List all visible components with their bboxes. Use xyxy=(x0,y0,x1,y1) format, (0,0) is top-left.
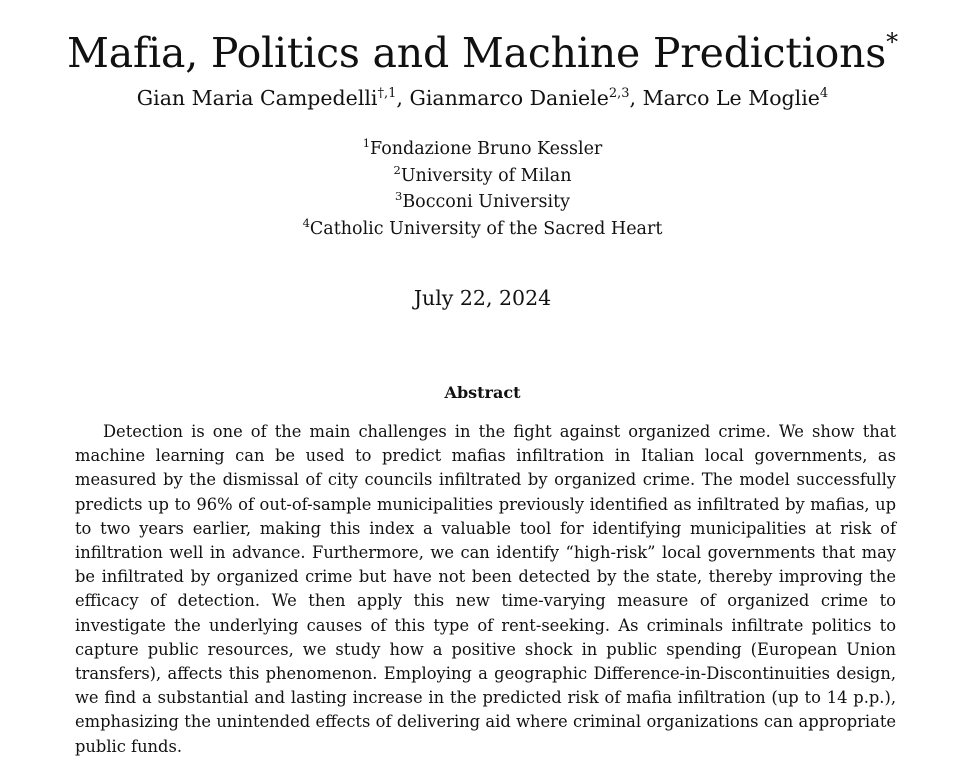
affiliation-mark: 3 xyxy=(394,189,403,203)
affiliation-mark: 2 xyxy=(393,162,401,177)
publication-date: July 22, 2024 xyxy=(413,286,552,310)
affiliation-name: Bocconi University xyxy=(402,192,570,212)
author-name: Marco Le Moglie xyxy=(642,86,820,110)
abstract-paragraph: Detection is one of the main challenges in the fight against organized crime. We show that machine learning can be used to predict mafias infiltration in Italian local governments, as measured by the dismissal of city councils infiltrated by organized crime. The model successfully predicts up to 96% of out-of-sample municipalities previously identified as infiltrated by mafias, up to two years earlier, making this index a valuable tool for identifying municipalities at risk of infiltration well in advance. Furthermore, we can identify “high-risk” local governments that may be infiltrated by organized crime but have not been detected by the state, thereby improving the efficacy of detection. We then apply this new time-varying measure of organized crime to investigate the underlying causes of this type of rent-seeking. As criminals infiltrate politics to capture public resources, we study how a positive shock in public spending (European Union transfers), affects this phenomenon. Employing a geographic Difference-in-Discontinuities design, we find a substantial and lasting increase in the predicted risk of mafia infiltration (up to 14 p.p.), emphasizing the unintended effects of delivering aid where criminal organizations can appropriate public funds. xyxy=(75,422,896,756)
abstract-heading: Abstract xyxy=(444,383,521,402)
paper-title xyxy=(0,23,965,83)
title-footnote-mark: * xyxy=(886,28,898,57)
author-affiliation-marks: 4 xyxy=(819,86,829,101)
affiliation-name: Fondazione Bruno Kessler xyxy=(370,139,603,159)
author-list xyxy=(0,84,965,112)
paper-title-text: Mafia, Politics and Machine Predictions xyxy=(67,29,887,78)
affiliation-name: Catholic University of the Sacred Heart xyxy=(309,218,663,239)
affiliation-item xyxy=(0,163,965,190)
affiliation-item xyxy=(0,216,965,243)
author-affiliation-marks: †,1 xyxy=(377,86,397,101)
affiliation-mark: 1 xyxy=(362,136,371,150)
author-separator: , xyxy=(629,86,643,110)
affiliation-list xyxy=(0,136,965,242)
affiliation-mark: 4 xyxy=(302,215,310,230)
author-name: Gian Maria Campedelli xyxy=(136,86,378,110)
author-name: Gianmarco Daniele xyxy=(409,86,609,110)
author-separator: , xyxy=(396,86,410,110)
affiliation-item xyxy=(0,189,965,216)
author-affiliation-marks: 2,3 xyxy=(608,86,630,101)
affiliation-name: University of Milan xyxy=(400,165,572,186)
affiliation-item xyxy=(0,136,965,163)
